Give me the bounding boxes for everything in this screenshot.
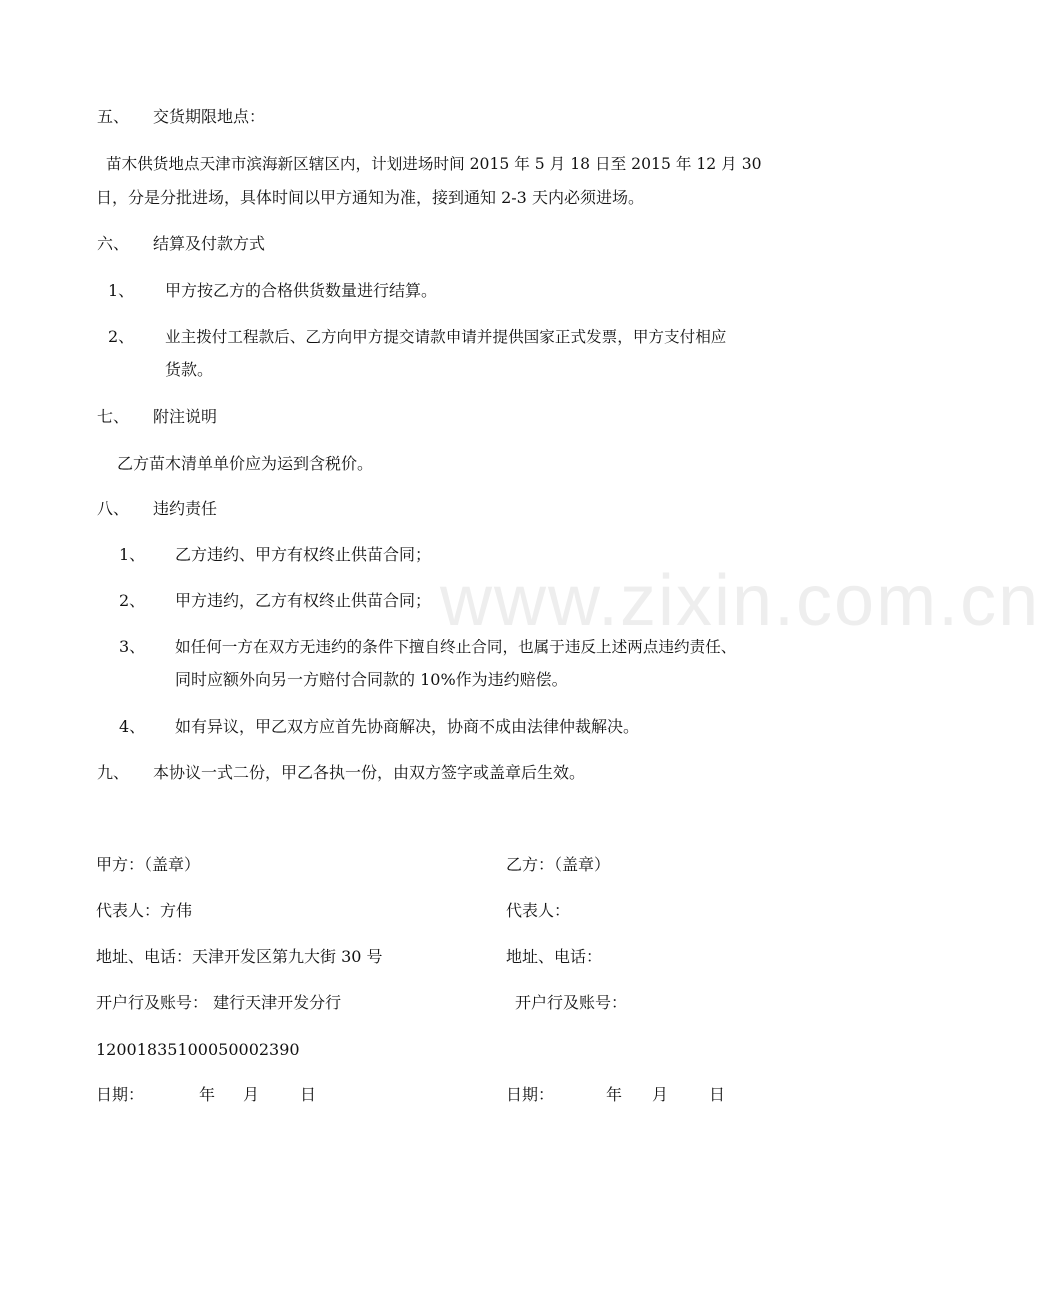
section-7-title: 附注说明 <box>153 407 218 426</box>
party-a-representative: 代表人：方伟 <box>96 901 193 920</box>
section-6-item-2-text-line-2: 货款。 <box>165 360 214 379</box>
section-8-item-3-number: 3、 <box>119 637 146 656</box>
section-8-item-1-text: 乙方违约、甲方有权终止供苗合同； <box>175 545 432 564</box>
section-6-item-1-number: 1、 <box>108 281 135 300</box>
section-5-body-line-1: 苗木供货地点天津市滨海新区辖区内，计划进场时间 2015 年 5 月 18 日至 2015 年 12 月 30 <box>106 155 762 173</box>
section-9-number: 九、 <box>97 763 130 782</box>
section-5-title: 交货期限地点： <box>153 107 266 126</box>
section-8-item-1-number: 1、 <box>119 545 146 564</box>
section-8-item-4-number: 4、 <box>119 717 146 736</box>
section-9-text: 本协议一式二份，甲乙各执一份，由双方签字或盖章后生效。 <box>153 763 586 782</box>
party-a-date-day: 日 <box>300 1085 317 1104</box>
party-b-date-year: 年 <box>606 1085 623 1104</box>
section-8-title: 违约责任 <box>153 499 218 518</box>
watermark-text: www.zixin.com.cn <box>440 561 1040 641</box>
section-6-item-2-text-line-1: 业主拨付工程款后、乙方向甲方提交请款申请并提供国家正式发票，甲方支付相应 <box>165 328 727 346</box>
party-a-seal-label: 甲方：（盖章） <box>96 855 201 874</box>
party-a-date-year: 年 <box>199 1085 216 1104</box>
party-a-account-number: 12001835100050002390 <box>96 1040 300 1059</box>
party-b-date-day: 日 <box>709 1085 726 1104</box>
party-b-bank: 开户行及账号： <box>515 993 628 1012</box>
party-a-bank: 开户行及账号： 建行天津开发分行 <box>96 993 342 1012</box>
section-6-item-2-number: 2、 <box>108 327 135 346</box>
party-b-address-phone: 地址、电话： <box>506 947 603 966</box>
party-a-date-month: 月 <box>243 1085 260 1104</box>
party-b-seal-label: 乙方：（盖章） <box>506 855 611 874</box>
section-6-title: 结算及付款方式 <box>153 234 266 253</box>
section-8-item-3-text-line-1: 如任何一方在双方无违约的条件下擅自终止合同，也属于违反上述两点违约责任、 <box>175 638 737 656</box>
section-8-item-2-text: 甲方违约，乙方有权终止供苗合同； <box>175 591 432 610</box>
section-6-number: 六、 <box>97 234 130 253</box>
party-b-date-month: 月 <box>652 1085 669 1104</box>
section-6-item-1-text: 甲方按乙方的合格供货数量进行结算。 <box>165 281 438 300</box>
section-8-item-2-number: 2、 <box>119 591 146 610</box>
party-b-representative: 代表人： <box>506 901 571 920</box>
party-a-address-phone: 地址、电话：天津开发区第九大街 30 号 <box>96 947 383 966</box>
party-b-date-label: 日期： <box>506 1085 555 1104</box>
party-a-date-label: 日期： <box>96 1085 145 1104</box>
section-5-body-line-2: 日，分是分批进场，具体时间以甲方通知为准，接到通知 2-3 天内必须进场。 <box>96 188 644 207</box>
section-8-number: 八、 <box>97 499 130 518</box>
section-8-item-4-text: 如有异议，甲乙双方应首先协商解决，协商不成由法律仲裁解决。 <box>175 717 640 736</box>
section-7-number: 七、 <box>97 407 130 426</box>
section-7-body: 乙方苗木清单单价应为运到含税价。 <box>117 454 374 473</box>
section-8-item-3-text-line-2: 同时应额外向另一方赔付合同款的 10%作为违约赔偿。 <box>175 670 568 689</box>
section-5-number: 五、 <box>97 107 130 126</box>
